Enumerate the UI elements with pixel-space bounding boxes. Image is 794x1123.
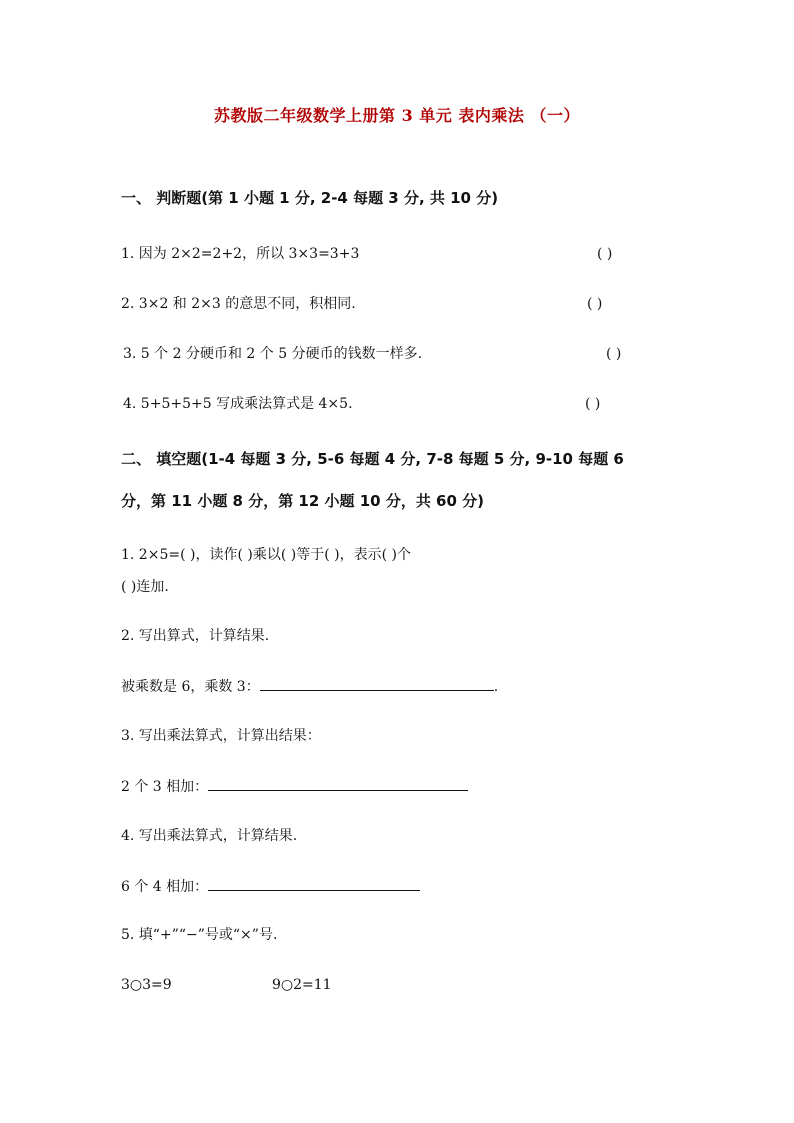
fill-q2-title: 2. 写出算式，计算结果.	[121, 628, 270, 644]
judge-item-3: 3. 5 个 2 分硬币和 2 个 5 分硬币的钱数一样多.	[123, 346, 423, 362]
fill-q2-answer-line[interactable]	[260, 676, 494, 691]
fill-q2-row	[121, 676, 498, 697]
fill-q3-answer-line[interactable]	[208, 776, 468, 791]
fill-q4-title: 4. 写出乘法算式，计算结果.	[121, 828, 298, 844]
fill-q1-line2: ( )连加.	[121, 579, 169, 595]
fill-q5-b[interactable]: 9○2=11	[272, 977, 332, 993]
fill-q3-title: 3. 写出乘法算式，计算出结果：	[121, 728, 321, 744]
fill-q4-prompt: 6 个 4 相加：	[121, 879, 209, 895]
section2-heading-line1: 二、 填空题(1-4 每题 3 分, 5-6 每题 4 分, 7-8 每题 5 分, 9-10 每题 6	[121, 450, 624, 468]
judge-item-1: 1. 因为 2×2=2+2，所以 3×3=3+3	[121, 246, 360, 262]
section1-heading: 一、 判断题(第 1 小题 1 分, 2-4 每题 3 分, 共 10 分)	[121, 189, 499, 207]
judge-answer-3[interactable]: ( )	[606, 346, 622, 362]
fill-q4-row	[121, 876, 420, 897]
fill-q5-title: 5. 填“+”“−”号或“×”号.	[121, 927, 278, 943]
judge-answer-1[interactable]: ( )	[597, 246, 613, 262]
fill-q1-line1: 1. 2×5=( )，读作( )乘以( )等于( )，表示( )个	[121, 547, 411, 563]
fill-q5-a[interactable]: 3○3=9	[121, 977, 172, 993]
fill-q4-answer-line[interactable]	[208, 876, 420, 891]
judge-answer-2[interactable]: ( )	[587, 296, 603, 312]
judge-item-4: 4. 5+5+5+5 写成乘法算式是 4×5.	[123, 396, 353, 412]
judge-answer-4[interactable]: ( )	[585, 396, 601, 412]
fill-q3-row	[121, 776, 468, 797]
section2-heading-line2: 分，第 11 小题 8 分，第 12 小题 10 分，共 60 分)	[121, 492, 485, 510]
fill-q2-prompt: 被乘数是 6，乘数 3：	[121, 679, 260, 695]
fill-q3-prompt: 2 个 3 相加：	[121, 779, 209, 795]
page-title: 苏教版二年级数学上册第 3 单元 表内乘法 （一）	[214, 106, 580, 125]
judge-item-2: 2. 3×2 和 2×3 的意思不同，积相同.	[121, 296, 356, 312]
fill-q2-period: .	[493, 679, 499, 695]
